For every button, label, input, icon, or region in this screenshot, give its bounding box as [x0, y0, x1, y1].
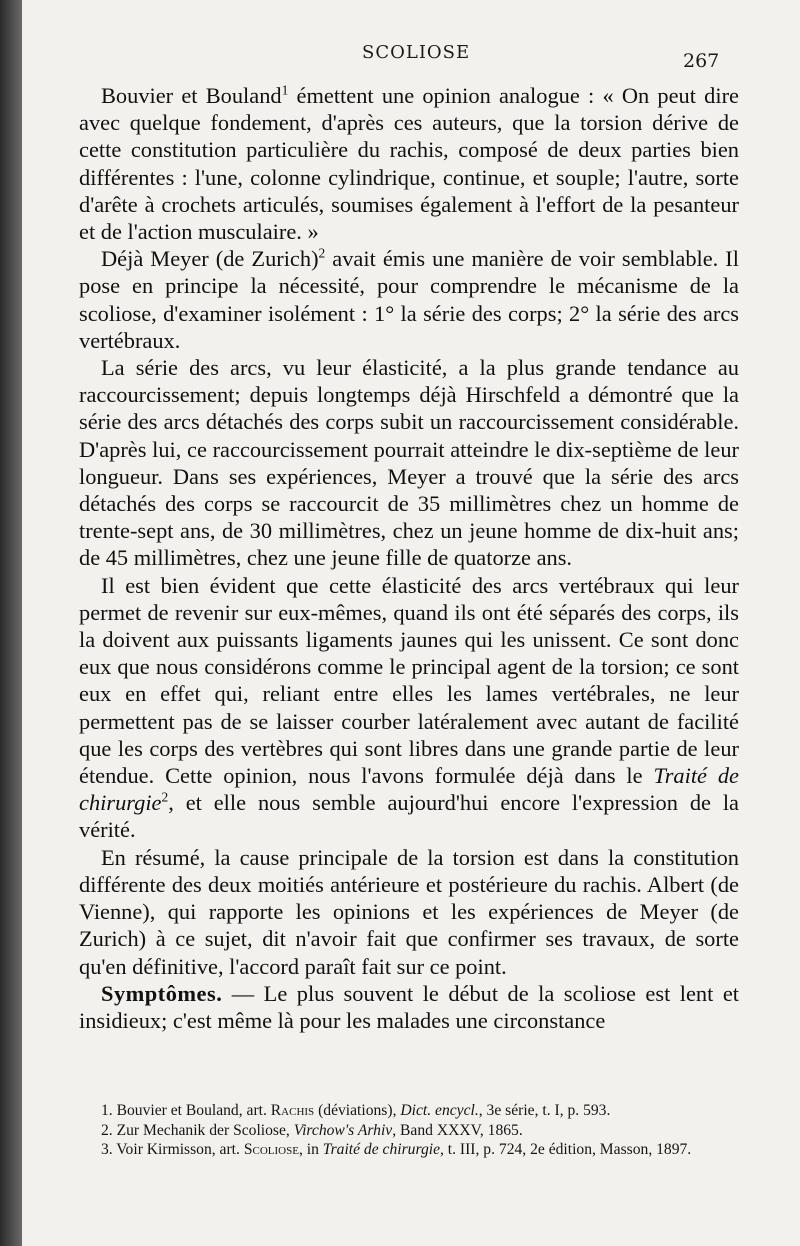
footnote-text: , t. III, p. 724, 2e édition, Masson, 1897.	[440, 1141, 692, 1158]
footnote-2	[79, 1121, 739, 1141]
footnote-text: 3. Voir Kirmisson, art.	[101, 1141, 244, 1158]
footnote-text: , in	[298, 1141, 323, 1158]
paragraph-text: émettent une opinion analogue : « On peut dire avec quelque fondement, d'après ces auteurs, que la torsion dérive de cette constitution particulière du rachis, composé de deux parties bien différentes : l'une, colonne cylindrique, continue, et souple; l'autre, sorte d'arête à crochets articulés, soumises également à l'effort de la pesanteur et de l'action musculaire. »	[79, 83, 739, 245]
paragraph-2	[79, 245, 739, 354]
paragraph-1	[79, 82, 739, 245]
footnote-title: Dict. encycl.	[400, 1102, 479, 1119]
footnote-ref: 1	[281, 82, 289, 98]
footnotes	[79, 1101, 739, 1160]
page-header	[22, 42, 800, 78]
running-head: SCOLIOSE	[362, 42, 471, 63]
footnote-ref: 2	[318, 245, 326, 261]
footnote-1	[79, 1101, 739, 1121]
footnote-3	[79, 1140, 739, 1160]
footnote-title: Virchow's Arhiv	[293, 1121, 393, 1139]
footnote-title: Traité de chirurgie	[322, 1141, 440, 1158]
paragraph-5: En résumé, la cause principale de la torsion est dans la constitution différente des deux moitiés antérieure et postérieure du rachis. Albert (de Vienne), qui rapporte les opinions et les expériences de Meyer (de Zurich) à ce sujet, dit n'avoir fait que confirmer ses travaux, de sorte qu'en définitive, l'accord paraît fait sur ce point.	[79, 844, 739, 979]
book-title: Traité de chirurgie	[79, 763, 739, 816]
book-page	[22, 0, 800, 1246]
paragraph-6	[79, 980, 739, 1034]
page-number: 267	[683, 50, 720, 72]
footnote-text: , Band XXXV, 1865.	[392, 1121, 523, 1139]
section-heading: Symptômes.	[101, 980, 223, 1006]
paragraph-text: Déjà Meyer (de Zurich)	[101, 246, 319, 272]
paragraph-3: La série des arcs, vu leur élasticité, a la plus grande tendance au raccourcissement; depuis longtemps déjà Hirschfeld a démontré que la série des arcs détachés des corps subit un raccourcissement considérable. D'après lui, ce raccourcissement pourrait atteindre le dix-septième de leur longueur. Dans ses expériences, Meyer a trouvé que la série des arcs détachés des corps se raccourcit de 35 millimètres chez un homme de trente-sept ans, de 30 millimètres, chez un jeune homme de dix-huit ans; de 45 millimètres, chez une jeune fille de quatorze ans.	[79, 355, 739, 571]
paragraph-4	[79, 572, 739, 844]
scan-edge-shadow	[0, 0, 22, 1246]
footnote-text: 2. Zur Mechanik der Scoliose,	[101, 1121, 294, 1139]
footnote-text: (déviations),	[314, 1102, 401, 1119]
paragraph-text: Il est bien évident que cette élasticité des arcs vertébraux qui leur permet de revenir sur eux-mêmes, quand ils ont été séparés des corps, ils la doivent aux puissants ligaments jaunes qui les unissent. Ce sont donc eux que nous considérons comme le principal agent de la torsion; ce sont eux en effet qui, reliant entre elles les lames vertébrales, ne leur permettent pas de se laisser courber latéralement avec autant de facilité que les corps des vertèbres qui sont libres dans une grande partie de leur étendue. Cette opinion, nous l'avons formulée déjà dans le	[79, 572, 739, 789]
body-text	[79, 82, 739, 1034]
footnote-text: , 3e série, t. I, p. 593.	[478, 1102, 611, 1119]
paragraph-text: — Le plus souvent le début de la scoliose est lent et insidieux; c'est même là pour les malades une circonstance	[79, 980, 739, 1033]
footnote-smallcaps: Rachis	[270, 1102, 315, 1119]
paragraph-text: Bouvier et Bouland	[101, 83, 282, 108]
footnote-text: 1. Bouvier et Bouland, art.	[101, 1102, 271, 1119]
footnote-smallcaps: Scoliose	[243, 1141, 299, 1158]
footnote-ref: 2	[161, 789, 169, 805]
paragraph-text: , et elle nous semble aujourd'hui encore l'expression de la vérité.	[79, 790, 739, 843]
paragraph-text: avait émis une manière de voir semblable. Il pose en principe la nécessité, pour comprendre le mécanisme de la scoliose, d'examiner isolément : 1° la série des corps; 2° la série des arcs vertébraux.	[79, 246, 739, 353]
